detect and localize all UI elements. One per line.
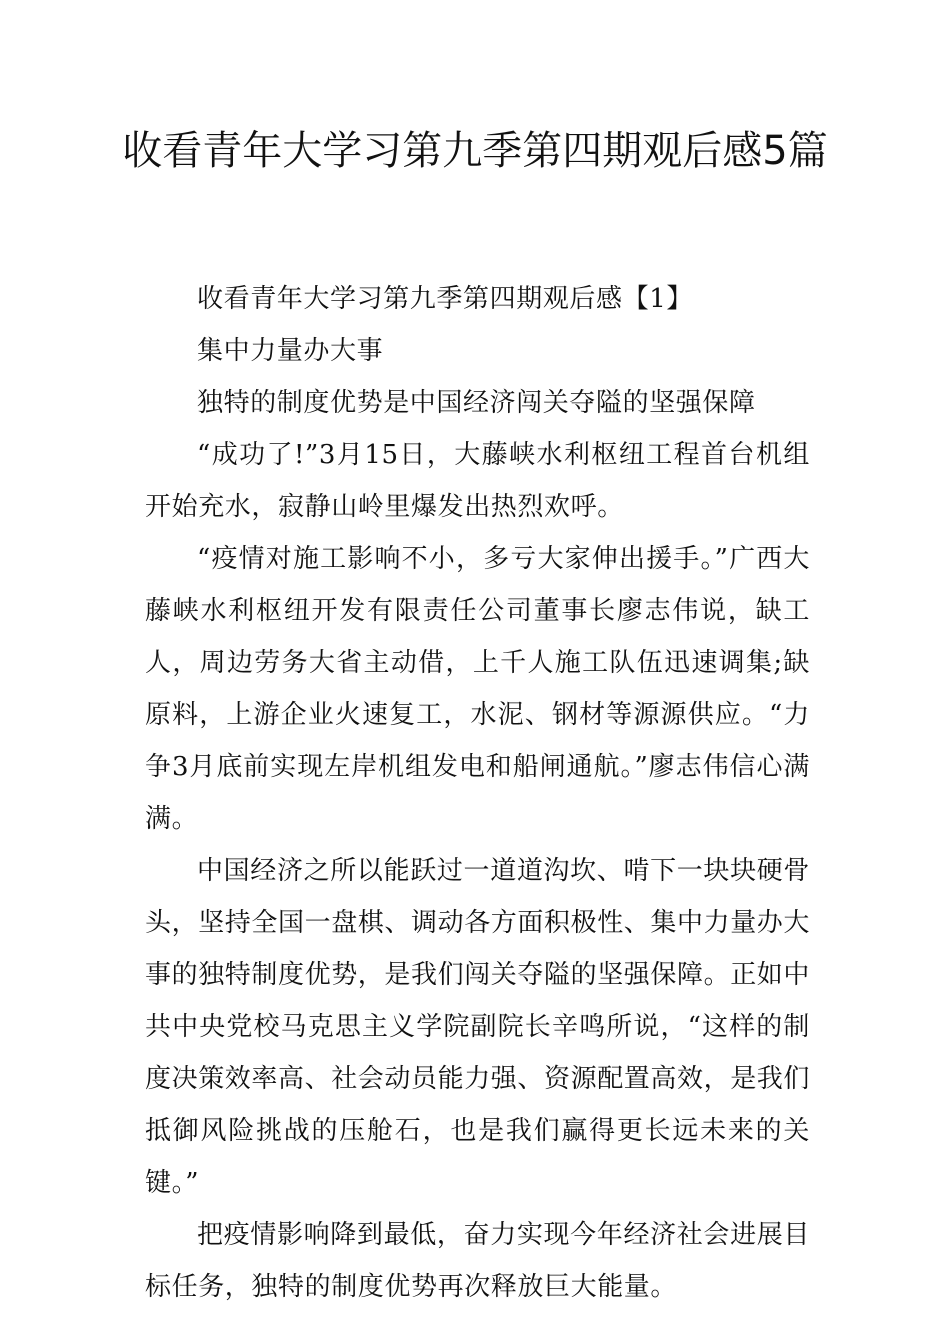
section-heading: 收看青年大学习第九季第四期观后感【1】 — [197, 284, 693, 314]
subtitle-line: 独特的制度优势是中国经济闯关夺隘的坚强保障 — [197, 388, 756, 418]
body-paragraph: 中国经济之所以能跃过一道道沟坎、啃下一块块硬骨头，坚持全国一盘棋、调动各方面积极性、集中力量办大事的独特制度优势，是我们闯关夺隘的坚强保障。正如中共中央党校马克思主义学院副院长辛鸣所说，“这样的制度决策效率高、社会动员能力强、资源配置高效，是我们抵御风险挑战的压舱石，也是我们赢得更长远未来的关键。” — [145, 856, 811, 1198]
body-paragraph: 把疫情影响降到最低，奋力实现今年经济社会进展目标任务，独特的制度优势再次释放巨大能量。 — [145, 1220, 810, 1302]
document-body — [145, 273, 810, 1313]
document-title: 收看青年大学习第九季第四期观后感5篇 — [122, 128, 828, 174]
body-paragraph: “疫情对施工影响不小，多亏大家伸出援手。”广西大藤峡水利枢纽开发有限责任公司董事长廖志伟说，缺工人，周边劳务大省主动借，上千人施工队伍迅速调集;缺原料，上游企业火速复工，水泥、钢材等源源供应。“力争3月底前实现左岸机组发电和船闸通航。”廖志伟信心满满。 — [145, 544, 810, 834]
subheading: 集中力量办大事 — [197, 336, 384, 366]
body-paragraph: “成功了!”3月15日，大藤峡水利枢纽工程首台机组开始充水，寂静山岭里爆发出热烈欢呼。 — [145, 440, 810, 522]
